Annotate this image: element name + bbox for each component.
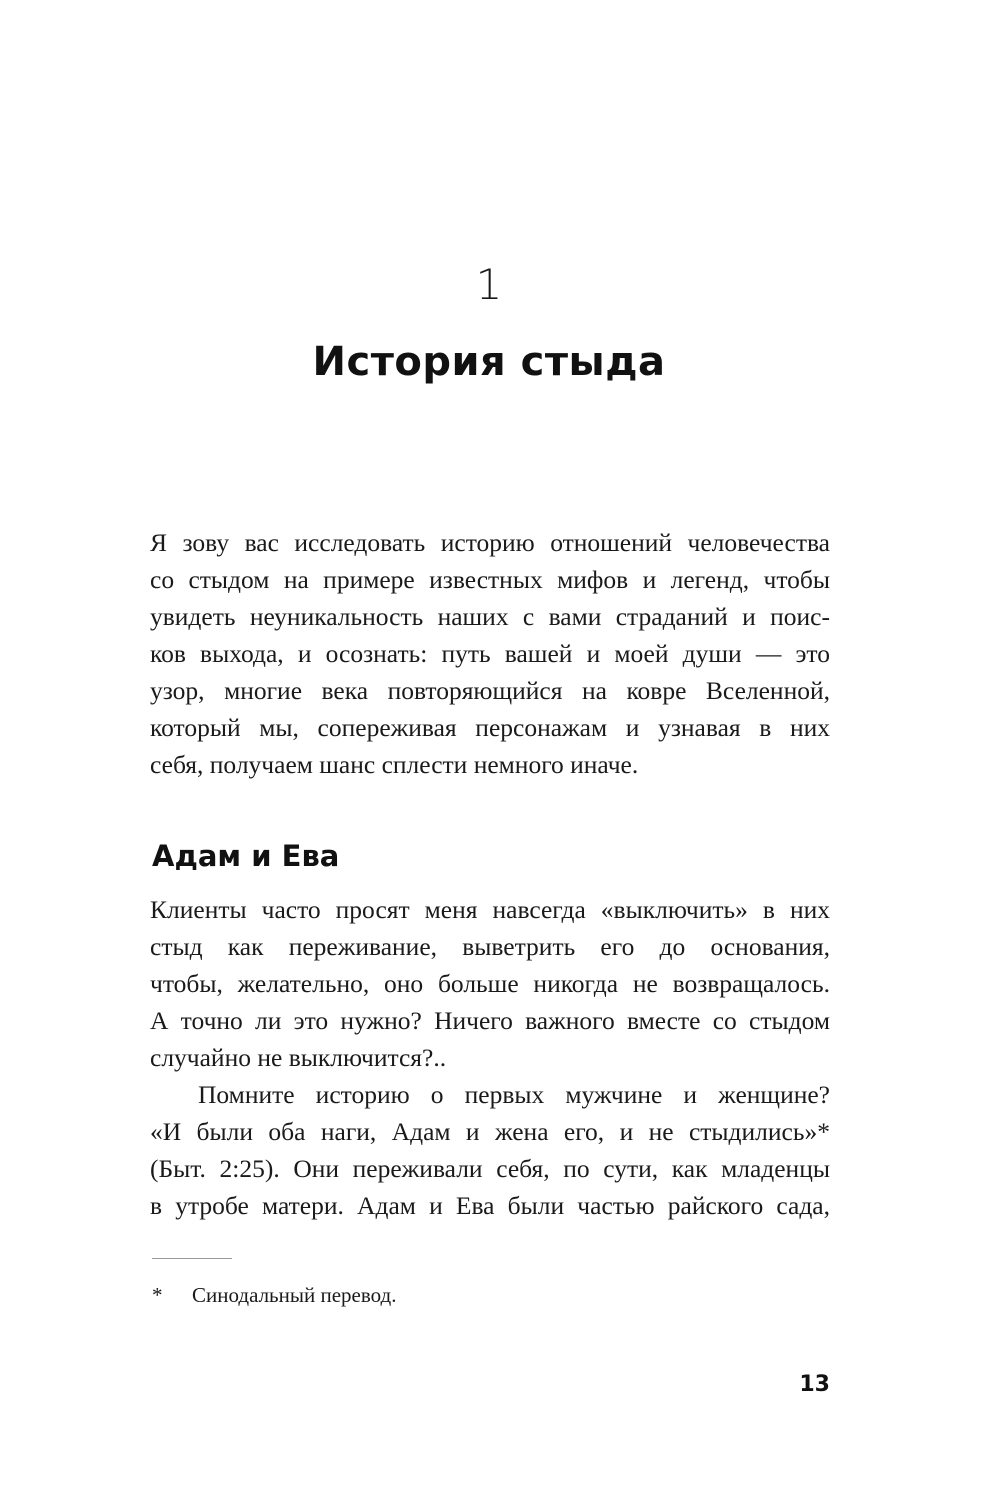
- footnote: [152, 1280, 396, 1310]
- chapter-number: 1: [475, 260, 503, 309]
- text-line: который мы, сопереживая персонажам и узнавая в них: [150, 713, 830, 742]
- page-number: 13: [799, 1372, 830, 1397]
- text-line: себя, получаем шанс сплести немного иначе.: [150, 750, 639, 779]
- section-heading: Адам и Ева: [152, 839, 340, 873]
- text-line: ков выхода, и осознать: путь вашей и моей души — это: [150, 639, 830, 668]
- section-paragraph-1: [150, 891, 830, 1076]
- footnote-text: Синодальный перевод.: [192, 1283, 397, 1307]
- text-line: узор, многие века повторяющийся на ковре Вселенной,: [150, 676, 830, 705]
- intro-paragraph: [150, 524, 830, 783]
- text-line: «И были оба наги, Адам и жена его, и не стыдились»*: [150, 1117, 830, 1146]
- text-line: стыд как переживание, выветрить его до основания,: [150, 932, 830, 961]
- text-line: Клиенты часто просят меня навсегда «выключить» в них: [150, 895, 830, 924]
- text-line: (Быт. 2:25). Они переживали себя, по сути, как младенцы: [150, 1154, 830, 1183]
- text-line: А точно ли это нужно? Ничего важного вместе со стыдом: [150, 1006, 830, 1035]
- text-line: со стыдом на примере известных мифов и легенд, чтобы: [150, 565, 830, 594]
- text-line: в утробе матери. Адам и Ева были частью райского сада,: [150, 1191, 830, 1220]
- chapter-title: История стыда: [312, 339, 666, 385]
- footnote-mark: *: [152, 1283, 163, 1307]
- text-line: увидеть неуникальность наших с вами страданий и поис-: [150, 602, 830, 631]
- section-paragraph-2: [150, 1076, 830, 1224]
- text-line: случайно не выключится?..: [150, 1043, 447, 1072]
- footnote-divider: [152, 1258, 232, 1259]
- text-line: Я зову вас исследовать историю отношений человечества: [150, 528, 830, 557]
- text-line: Помните историю о первых мужчине и женщине?: [198, 1080, 830, 1109]
- text-line: чтобы, желательно, оно больше никогда не возвращалось.: [150, 969, 830, 998]
